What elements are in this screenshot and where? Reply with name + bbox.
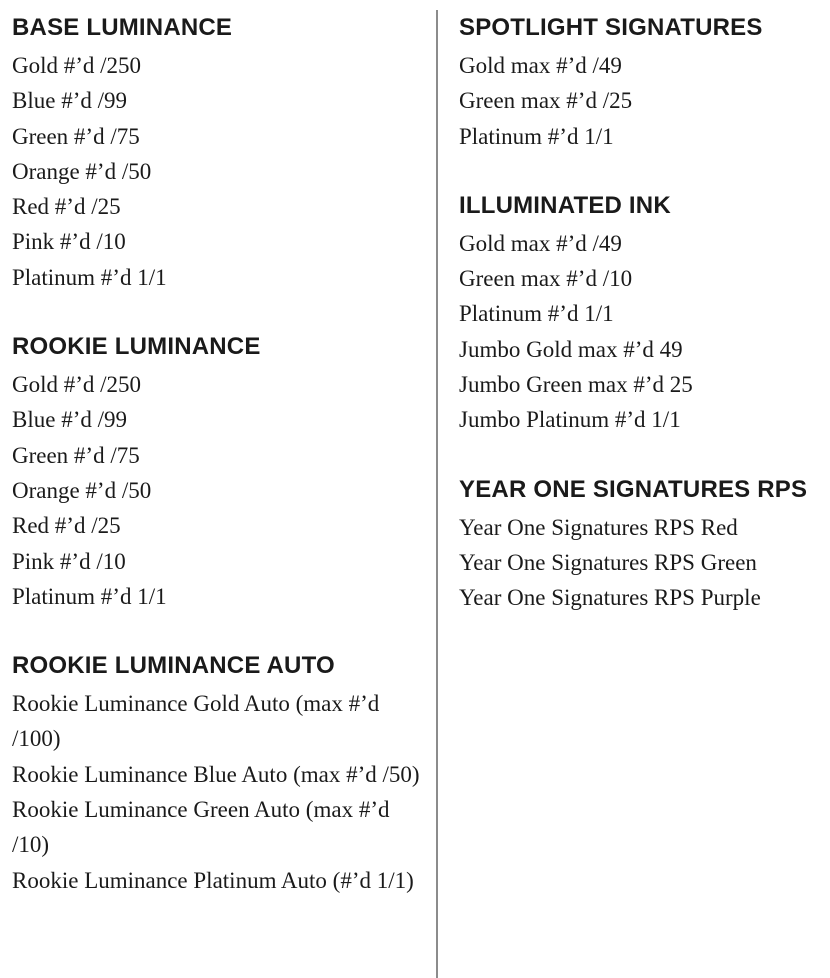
list-item: Green max #’d /25	[459, 88, 633, 114]
list-item: Gold max #’d /49	[459, 53, 622, 78]
list-item: Gold max #’d /49	[459, 230, 622, 256]
section-year-one-signatures-rps	[459, 474, 827, 616]
section-spotlight-signatures	[459, 12, 827, 154]
list-item: Gold #’d /250	[12, 53, 142, 78]
section-base-luminance	[12, 12, 427, 295]
list-item: Platinum #’d 1/1	[12, 264, 167, 290]
list-item: Jumbo Green max #’d 25	[459, 372, 693, 398]
list-item: Platinum #’d 1/1	[12, 583, 167, 609]
column-divider	[436, 10, 438, 978]
section-heading: ROOKIE LUMINANCE	[12, 333, 261, 361]
list-item: Red #’d /25	[12, 513, 121, 539]
list-item: Rookie Luminance Gold Auto (max #’d /100)	[12, 691, 380, 752]
right-column	[459, 12, 827, 652]
list-item: Blue #’d /99	[12, 407, 127, 433]
list-item: Platinum #’d 1/1	[459, 301, 614, 327]
list-item: Rookie Luminance Blue Auto (max #’d /50)	[12, 761, 420, 787]
section-illuminated-ink	[459, 190, 827, 438]
list-item: Platinum #’d 1/1	[459, 123, 614, 149]
list-item: Year One Signatures RPS Red	[459, 514, 738, 540]
list-item: Green #’d /75	[12, 442, 140, 468]
list-item: Orange #’d /50	[12, 158, 152, 184]
section-heading: BASE LUMINANCE	[12, 14, 233, 41]
left-column	[12, 12, 427, 934]
list-item: Blue #’d /99	[12, 88, 127, 114]
list-item: Year One Signatures RPS Green	[459, 549, 757, 575]
list-item: Green max #’d /10	[459, 266, 633, 292]
section-heading: ILLUMINATED INK	[459, 191, 671, 219]
list-item: Jumbo Platinum #’d 1/1	[459, 407, 681, 433]
list-item: Orange #’d /50	[12, 477, 152, 503]
list-item: Rookie Luminance Green Auto (max #’d /10)	[12, 797, 390, 858]
list-item: Rookie Luminance Platinum Auto (#’d 1/1)	[12, 867, 414, 893]
section-rookie-luminance	[12, 331, 427, 614]
section-rookie-luminance-auto	[12, 650, 427, 898]
section-heading: YEAR ONE SIGNATURES RPS	[459, 475, 808, 503]
list-item: Green #’d /75	[12, 123, 140, 149]
list-item: Jumbo Gold max #’d 49	[459, 336, 683, 362]
section-heading: SPOTLIGHT SIGNATURES	[459, 14, 763, 41]
section-heading: ROOKIE LUMINANCE AUTO	[12, 652, 335, 680]
list-item: Gold #’d /250	[12, 372, 142, 398]
list-item: Pink #’d /10	[12, 229, 126, 255]
list-item: Red #’d /25	[12, 194, 121, 220]
list-item: Year One Signatures RPS Purple	[459, 585, 761, 611]
list-item: Pink #’d /10	[12, 548, 126, 574]
